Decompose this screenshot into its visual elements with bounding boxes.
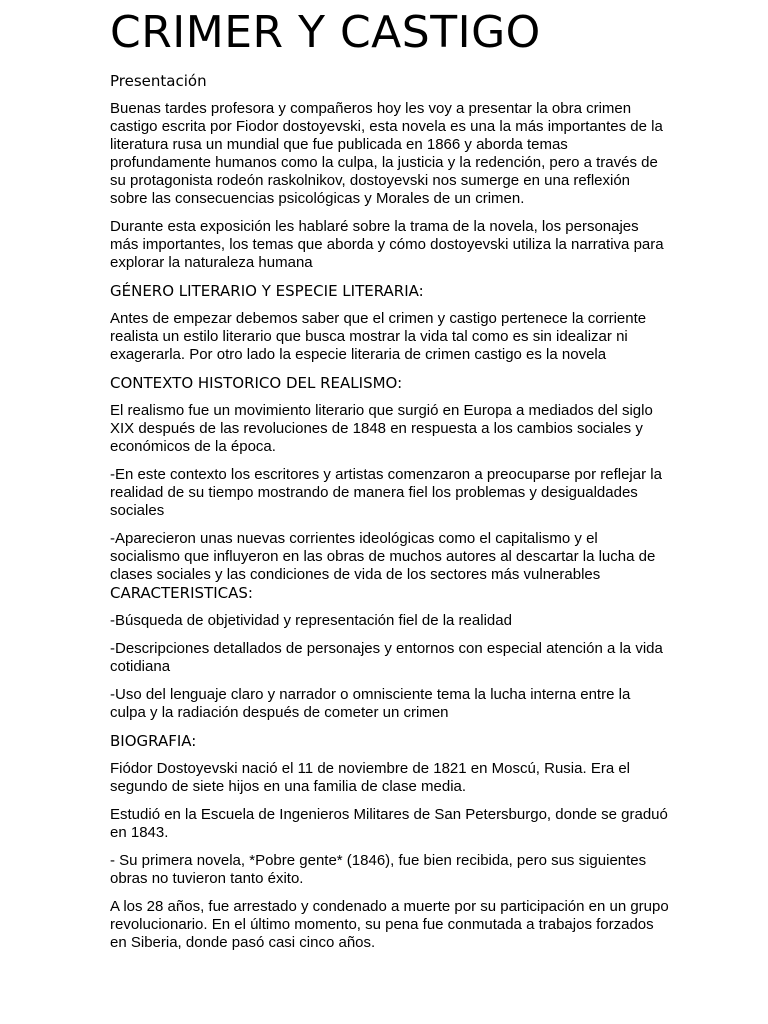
list-item-lenguaje: -Uso del lenguaje claro y narrador o omnisciente tema la lucha interna entre la culpa y la radiación después de cometer un crimen bbox=[110, 686, 631, 721]
paragraph-genero: Antes de empezar debemos saber que el crimen y castigo pertenece la corriente realista un estilo literario que busca mostrar la vida tal como es sin idealizar ni exagerarla. Por otro lado la especie literaria de crimen castigo es la novela bbox=[110, 310, 647, 363]
section-heading-contexto: CONTEXTO HISTORICO DEL REALISMO: bbox=[110, 374, 403, 392]
section-heading-presentacion: Presentación bbox=[110, 72, 207, 90]
paragraph-primera-novela: - Su primera novela, *Pobre gente* (1846), fue bien recibida, pero sus siguientes obras no tuvieron tanto éxito. bbox=[110, 852, 647, 887]
section-heading-biografia: BIOGRAFIA: bbox=[110, 732, 197, 750]
paragraph-nacimiento: Fiódor Dostoyevski nació el 11 de noviembre de 1821 en Moscú, Rusia. Era el segundo de siete hijos en una familia de clase media. bbox=[110, 760, 630, 795]
document-title: CRIMER Y CASTIGO bbox=[110, 7, 541, 58]
document-body bbox=[110, 6, 670, 962]
section-heading-genero: GÉNERO LITERARIO Y ESPECIE LITERARIA: bbox=[110, 282, 424, 300]
paragraph-corrientes-ideologicas: -Aparecieron unas nuevas corrientes ideológicas como el capitalismo y el socialismo que influyeron en las obras de muchos autores al descartar la lucha de clases sociales y las condiciones de vida de los sectores más vulnerables bbox=[110, 530, 656, 583]
paragraph-realismo: El realismo fue un movimiento literario que surgió en Europa a mediados del siglo XIX después de las revoluciones de 1848 en respuesta a los cambios sociales y económicos de la época. bbox=[110, 402, 653, 455]
list-item-objetividad: -Búsqueda de objetividad y representación fiel de la realidad bbox=[110, 612, 512, 629]
list-item-descripciones: -Descripciones detallados de personajes y entornos con especial atención a la vida cotidiana bbox=[110, 640, 663, 675]
paragraph-estudios: Estudió en la Escuela de Ingenieros Militares de San Petersburgo, donde se graduó en 1843. bbox=[110, 806, 668, 841]
paragraph-arresto: A los 28 años, fue arrestado y condenado a muerte por su participación en un grupo revolucionario. En el último momento, su pena fue conmutada a trabajos forzados en Siberia, donde pasó casi cinco años. bbox=[110, 898, 669, 951]
section-heading-caracteristicas: CARACTERISTICAS: bbox=[110, 584, 253, 602]
paragraph-introduccion: Buenas tardes profesora y compañeros hoy les voy a presentar la obra crimen castigo escrita por Fiodor dostoyevski, esta novela es una la más importantes de la literatura rusa un mundial que fue publicada en 1866 y aborda temas profundamente humanos como la culpa, la justicia y la redención, pero a través de su protagonista rodeón raskolnikov, dostoyevski nos sumerge en una reflexión sobre las consecuencias psicológicas y Morales de un crimen. bbox=[110, 100, 663, 207]
paragraph-exposicion: Durante esta exposición les hablaré sobre la trama de la novela, los personajes más importantes, los temas que aborda y cómo dostoyevski utiliza la narrativa para explorar la naturaleza humana bbox=[110, 218, 664, 271]
paragraph-contexto-escritores: -En este contexto los escritores y artistas comenzaron a preocuparse por reflejar la realidad de su tiempo mostrando de manera fiel los problemas y desigualdades sociales bbox=[110, 466, 662, 519]
